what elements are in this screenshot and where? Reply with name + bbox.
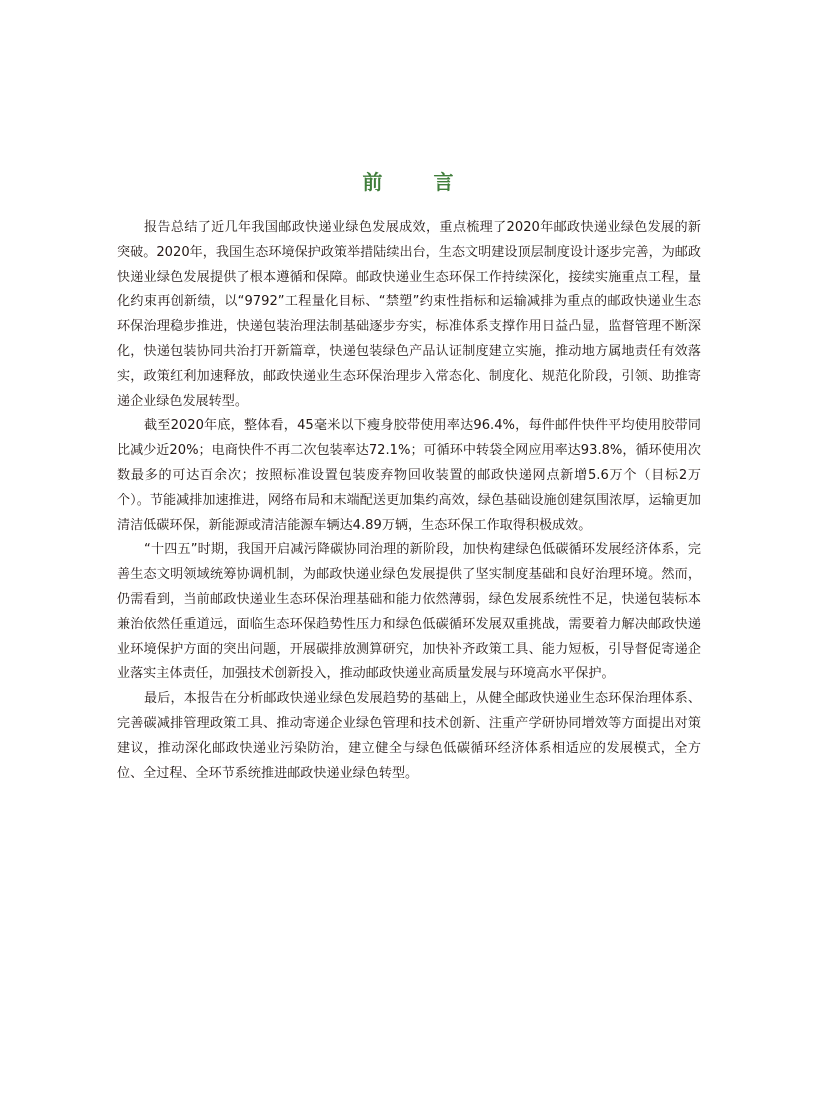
body-text	[117, 216, 701, 786]
paragraph-2: 截至2020年底，整体看，45毫米以下瘦身胶带使用率达96.4%，每件邮件快件平均使用胶带同比减少近20%；电商快件不再二次包装率达72.1%；可循环中转袋全网应用率达93.8%，循环使用次数最多的可达百余次；按照标准设置包装废弃物回收装置的邮政快递网点新增5.6万个（目标2万个）。节能减排加速推进，网络布局和末端配送更加集约高效，绿色基础设施创建氛围浓厚，运输更加清洁低碳环保，新能源或清洁能源车辆达4.89万辆，生态环保工作取得积极成效。	[117, 418, 701, 533]
page-title: 前 言	[362, 170, 476, 194]
paragraph-3: “十四五”时期，我国开启减污降碳协同治理的新阶段，加快构建绿色低碳循环发展经济体系，完善生态文明领域统筹协调机制，为邮政快递业绿色发展提供了坚实制度基础和良好治理环境。然而，仍需看到，当前邮政快递业生态环保治理基础和能力依然薄弱，绿色发展系统性不足，快递包装标本兼治依然任重道远，面临生态环保趋势性压力和绿色低碳循环发展双重挑战，需要着力解决邮政快递业环境保护方面的突出问题，开展碳排放测算研究，加快补齐政策工具、能力短板，引导督促寄递企业落实主体责任，加强技术创新投入，推动邮政快递业高质量发展与环境高水平保护。	[117, 542, 701, 682]
paragraph-1: 报告总结了近几年我国邮政快递业绿色发展成效，重点梳理了2020年邮政快递业绿色发展的新突破。2020年，我国生态环境保护政策举措陆续出台，生态文明建设顶层制度设计逐步完善，为邮政快递业绿色发展提供了根本遵循和保障。邮政快递业生态环保工作持续深化，接续实施重点工程，量化约束再创新绩，以“9792”工程量化目标、“禁塑”约束性指标和运输减排为重点的邮政快递业生态环保治理稳步推进，快递包装治理法制基础逐步夯实，标准体系支撑作用日益凸显，监督管理不断深化，快递包装协同共治打开新篇章，快递包装绿色产品认证制度建立实施，推动地方属地责任有效落实，政策红利加速释放，邮政快递业生态环保治理步入常态化、制度化、规范化阶段，引领、助推寄递企业绿色发展转型。	[117, 220, 701, 409]
paragraph-4: 最后，本报告在分析邮政快递业绿色发展趋势的基础上，从健全邮政快递业生态环保治理体系、完善碳减排管理政策工具、推动寄递企业绿色管理和技术创新、注重产学研协同增效等方面提出对策建议，推动深化邮政快递业污染防治，建立健全与绿色低碳循环经济体系相适应的发展模式，全方位、全过程、全环节系统推进邮政快递业绿色转型。	[117, 691, 701, 781]
